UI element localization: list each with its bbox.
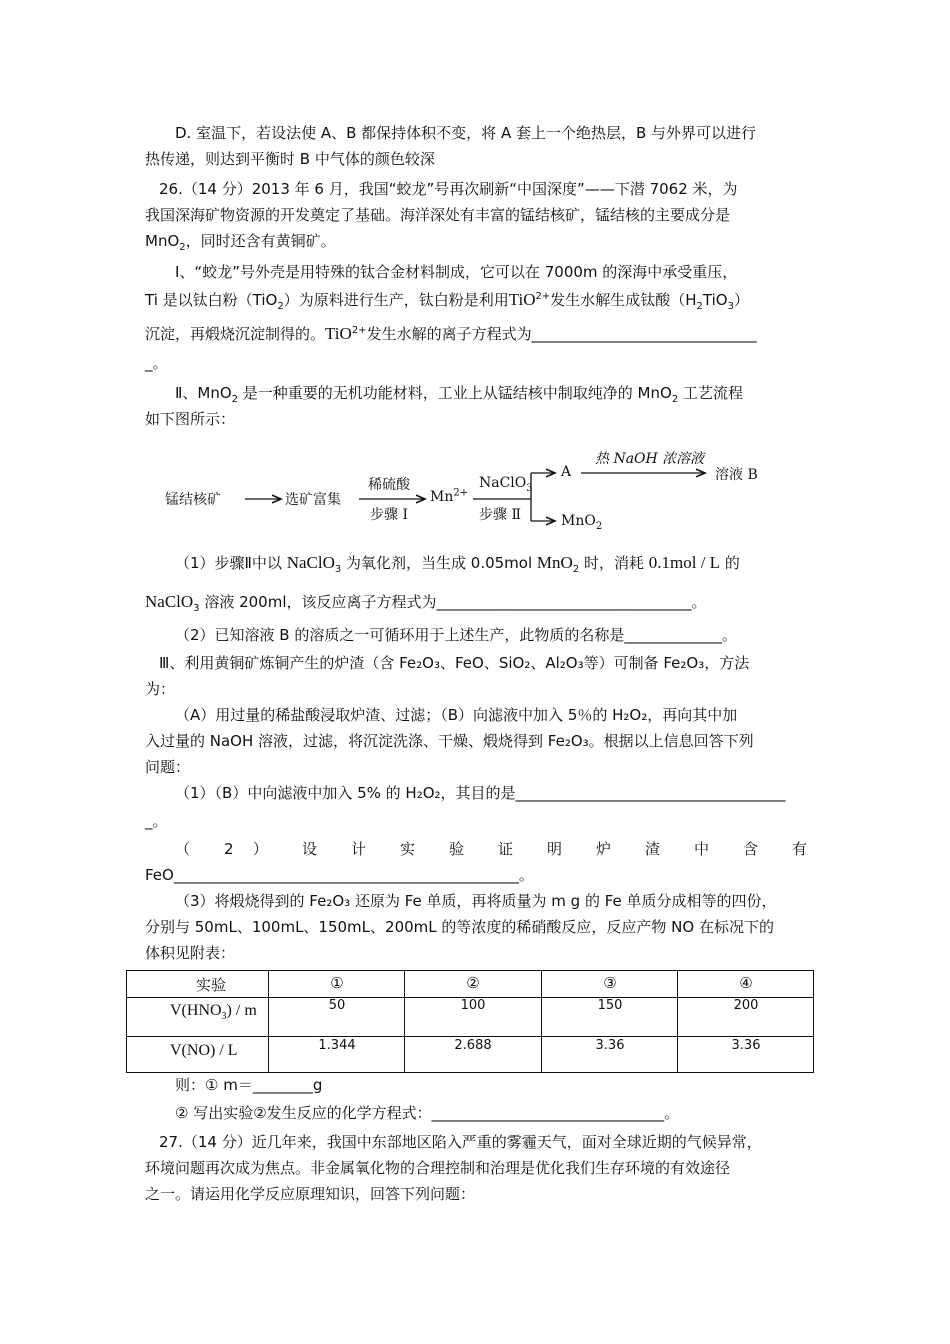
cell-hno3-4: 200 bbox=[733, 998, 759, 1013]
q26-part1-line4: _。 bbox=[145, 354, 168, 372]
q26-sq2: （ 2 ） 设 计 实 验 证 明 炉 渣 中 含 有 bbox=[175, 840, 807, 858]
q26-part3-line4: 入过量的 NaOH 溶液，过滤，将沉淀洗涤、干燥、煅烧得到 Fe₂O₃。根据以上信息回答下列 bbox=[145, 732, 754, 750]
answer-equation: ② 写出实验②发生反应的化学方程式：_______________________________。 bbox=[175, 1104, 680, 1122]
flow-naoh: 热 NaOH 浓溶液 bbox=[595, 451, 705, 467]
flow-step1: 步骤 Ⅰ bbox=[370, 507, 408, 523]
table-header-4: ④ bbox=[739, 974, 753, 992]
q27-line1: 27.（14 分）近几年来，我国中东部地区陷入严重的雾霾天气，面对全球近期的气候异常， bbox=[159, 1133, 762, 1151]
flow-a: A bbox=[561, 464, 572, 480]
flow-acid: 稀硫酸 bbox=[368, 477, 410, 493]
q26-part3-line3: （A）用过量的稀盐酸浸取炉渣、过滤；（B）向滤液中加入 5％的 H₂O₂，再向其中加 bbox=[175, 706, 738, 724]
q26-intro-1: 26.（14 分）2013 年 6 月，我国“蛟龙”号再次刷新“中国深度”——下潜 7062 米，为 bbox=[159, 180, 738, 198]
cell-no-4: 3.36 bbox=[731, 1038, 761, 1053]
q26-sq3-line2: 分别与 50mL、100mL、150mL、200mL 的等浓度的稀硝酸反应，反应产物 NO 在标况下的 bbox=[145, 918, 774, 936]
q26-q2: （2）已知溶液 B 的溶质之一可循环用于上述生产，此物质的名称是_____________。 bbox=[175, 626, 737, 644]
table-header-1: ① bbox=[330, 974, 344, 992]
process-flow-diagram bbox=[163, 440, 803, 540]
q26-part2-line2: 如下图所示： bbox=[145, 410, 236, 428]
q26-part2-line1: Ⅱ、MnO$_2$ 是一种重要的无机功能材料，工业上从锰结核中制取纯净的 MnO$_2$ 工艺流程 bbox=[175, 384, 743, 405]
flow-naclo3: NaClO$_3$ bbox=[479, 475, 533, 494]
cell-hno3-1: 50 bbox=[328, 998, 346, 1013]
cell-no-3: 3.36 bbox=[595, 1038, 625, 1053]
table-header-experiment: 实验 bbox=[195, 976, 226, 994]
q26-intro-3: MnO$_2$，同时还含有黄铜矿。 bbox=[145, 232, 336, 253]
results-table bbox=[126, 970, 814, 1073]
table-header-2: ② bbox=[466, 974, 480, 992]
q26-part3-line2: 为： bbox=[145, 680, 176, 698]
q27-line3: 之一。请运用化学反应原理知识，回答下列问题： bbox=[145, 1185, 476, 1203]
q27-line2: 环境问题再次成为焦点。非金属氧化物的合理控制和治理是优化我们生存环境的有效途径 bbox=[145, 1159, 731, 1177]
q26-q1-line1: （1）步骤Ⅱ中以 NaClO$_3$ 为氧化剂，当生成 0.05mol MnO$_2$ 时，消耗 0.1mol / L 的 bbox=[175, 553, 740, 575]
q26-sq1: （1）（B）中向滤液中加入 5% 的 H₂O₂，其目的是____________________________________ bbox=[175, 784, 786, 802]
row-label-hno3: $V(HNO_3)$ / m bbox=[170, 1002, 257, 1020]
q26-part1-line1: Ⅰ、“蛟龙”号外壳是用特殊的钛合金材料制成，它可以在 7000m 的深海中承受重压， bbox=[175, 263, 738, 281]
cell-no-1: 1.344 bbox=[318, 1038, 356, 1053]
flow-solution-b: 溶液 B bbox=[715, 467, 758, 483]
q26-part1-line2: Ti 是以钛白粉（TiO$_2$）为原料进行生产，钛白粉是利用TiO$^{2+}$发生水解生成钛酸$(H_2TiO_3)$ bbox=[145, 290, 749, 312]
q26-part3-line1: Ⅲ、利用黄铜矿炼铜产生的炉渣（含 Fe₂O₃、FeO、SiO₂、Al₂O₃等）可制备 Fe₂O₃，方法 bbox=[159, 654, 750, 672]
flow-mn-ion: $Mn^{2+}$ bbox=[430, 487, 469, 505]
flow-enrich: 选矿富集 bbox=[285, 492, 341, 508]
q26-part1-line3: 沉淀，再煅烧沉淀制得的。TiO$^{2+}$发生水解的离子方程式为______________________________ bbox=[145, 324, 757, 343]
row-label-no: V(NO) / L bbox=[170, 1042, 238, 1059]
option-d-line2: 热传递，则达到平衡时 B 中气体的颜色较深 bbox=[145, 150, 435, 168]
q26-part3-line5: 问题： bbox=[145, 758, 191, 776]
q26-sq3-line1: （3）将煅烧得到的 Fe₂O₃ 还原为 Fe 单质，再将质量为 m g 的 Fe 单质分成相等的四份， bbox=[175, 892, 777, 910]
cell-hno3-2: 100 bbox=[460, 998, 486, 1013]
answer-mass: 则：① m＝________g bbox=[175, 1076, 323, 1094]
flow-ore: 锰结核矿 bbox=[165, 492, 221, 508]
q26-q1-line2: NaClO$_3$ 溶液 200ml，该反应离子方程式为__________________________________。 bbox=[145, 592, 707, 614]
flow-step2: 步骤 Ⅱ bbox=[479, 507, 521, 523]
q26-sq3-line3: 体积见附表： bbox=[145, 944, 236, 962]
cell-hno3-3: 150 bbox=[597, 998, 623, 1013]
table-header-3: ③ bbox=[603, 974, 617, 992]
q26-sq1-end: _。 bbox=[145, 812, 168, 830]
flow-mno2: MnO$_2$ bbox=[561, 513, 603, 532]
q26-intro-2: 我国深海矿物资源的开发奠定了基础。海洋深处有丰富的锰结核矿，锰结核的主要成分是 bbox=[145, 206, 731, 224]
option-d-line1: D. 室温下，若设法使 A、B 都保持体积不变，将 A 套上一个绝热层，B 与外界可以进行 bbox=[175, 124, 757, 142]
cell-no-2: 2.688 bbox=[454, 1038, 492, 1053]
q26-sq2-end: FeO______________________________________________。 bbox=[145, 866, 534, 884]
